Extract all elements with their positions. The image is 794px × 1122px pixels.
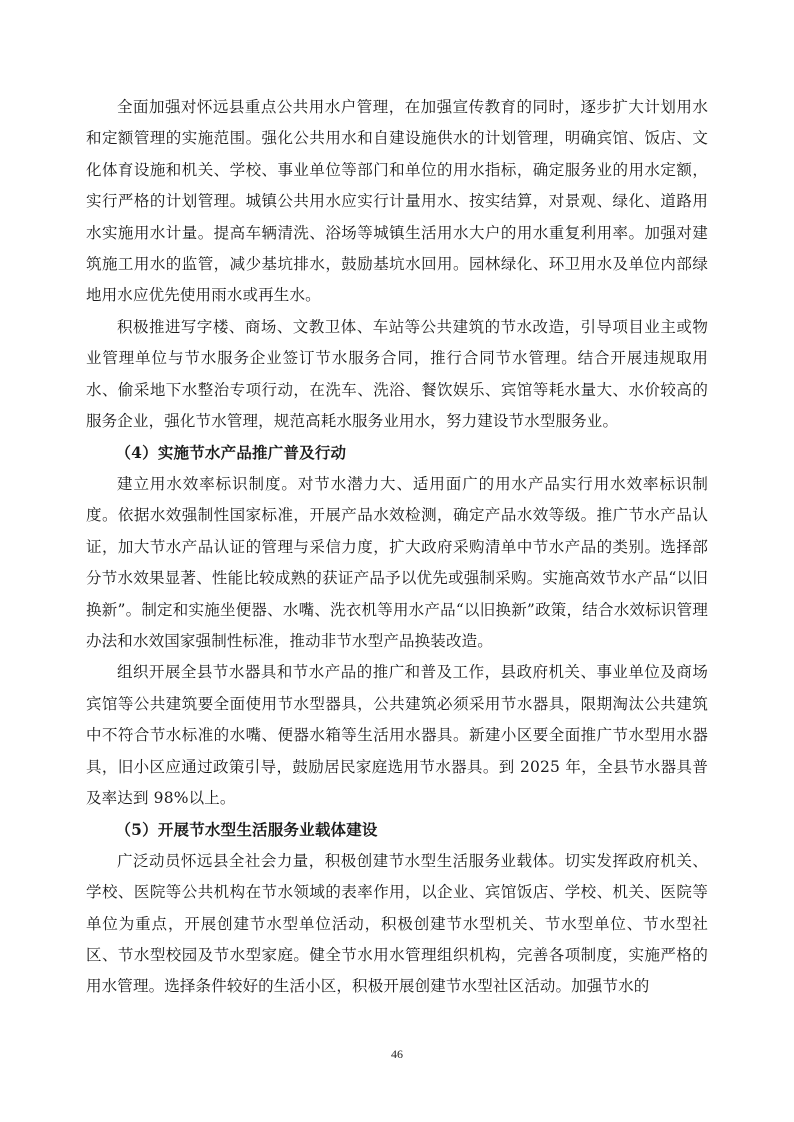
- page-number: 46: [391, 1047, 403, 1061]
- paragraph-water-saving-appliances: 组织开展全县节水器具和节水产品的推广和普及工作，县政府机关、事业单位及商场宾馆等公共建筑要全面使用节水型器具，公共建筑必须采用节水器具，限期淘汰公共建筑中不符合节水标准的水嘴、便器水箱等生活用水器具。新建小区要全面推广节水型用水器具，旧小区应通过政策引导，鼓励居民家庭选用节水器具。到 2025 年，全县节水器具普及率达到 98%以上。: [86, 663, 708, 807]
- paragraph-public-building-retrofit: 积极推进写字楼、商场、文教卫体、车站等公共建筑的节水改造，引导项目业主或物业管理单位与节水服务企业签订节水服务合同，推行合同节水管理。结合开展违规取用水、偷采地下水整治专项行动，在洗车、洗浴、餐饮娱乐、宾馆等耗水量大、水价较高的服务企业，强化节水管理，规范高耗水服务业用水，努力建设节水型服务业。: [86, 317, 708, 431]
- section-heading-5: （5）开展节水型生活服务业载体建设: [115, 820, 378, 840]
- paragraph-service-industry-carriers: 广泛动员怀远县全社会力量，积极创建节水型生活服务业载体。切实发挥政府机关、学校、医院等公共机构在节水领域的表率作用，以企业、宾馆饭店、学校、机关、医院等单位为重点，开展创建节水型单位活动，积极创建节水型机关、节水型单位、节水型社区、节水型校园及节水型家庭。健全节水用水管理组织机构，完善各项制度，实施严格的用水管理。选择条件较好的生活小区，积极开展创建节水型社区活动。加强节水的: [86, 851, 708, 996]
- paragraph-water-efficiency-label: 建立用水效率标识制度。对节水潜力大、适用面广的用水产品实行用水效率标识制度。依据水效强制性国家标准，开展产品水效检测，确定产品水效等级。推广节水产品认证，加大节水产品认证的管理与采信力度，扩大政府采购清单中节水产品的类别。选择部分节水效果显著、性能比较成熟的获证产品予以优先或强制采购。实施高效节水产品“以旧换新”。制定和实施坐便器、水嘴、洗衣机等用水产品“以旧换新”政策，结合水效标识管理办法和水效国家强制性标准，推动非节水型产品换装改造。: [86, 474, 708, 650]
- document-body: [86, 92, 708, 1003]
- paragraph-public-water-management: 全面加强对怀远县重点公共用水户管理，在加强宣传教育的同时，逐步扩大计划用水和定额管理的实施范围。强化公共用水和自建设施供水的计划管理，明确宾馆、饭店、文化体育设施和机关、学校、事业单位等部门和单位的用水指标，确定服务业的用水定额，实行严格的计划管理。城镇公共用水应实行计量用水、按实结算，对景观、绿化、道路用水实施用水计量。提高车辆清洗、浴场等城镇生活用水大户的用水重复利用率。加强对建筑施工用水的监管，减少基坑排水，鼓励基坑水回用。园林绿化、环卫用水及单位内部绿地用水应优先使用雨水或再生水。: [86, 98, 708, 305]
- section-heading-4: （4）实施节水产品推广普及行动: [115, 443, 347, 463]
